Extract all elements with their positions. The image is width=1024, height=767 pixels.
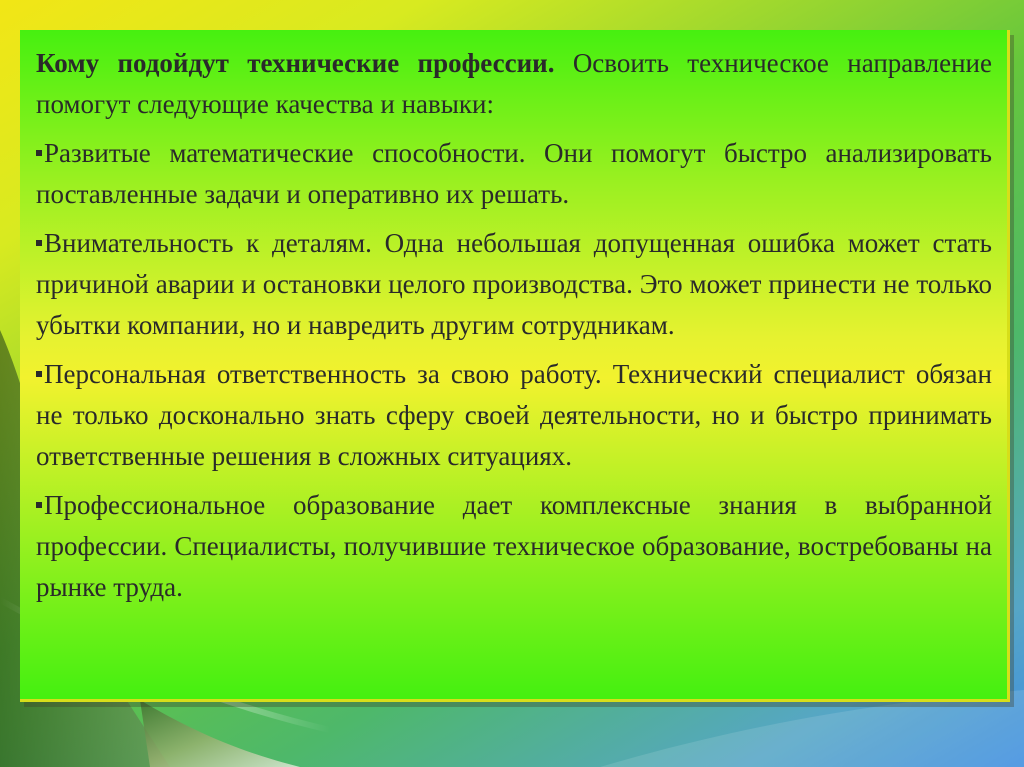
- bullet-text: Персональная ответственность за свою работу. Технический специалист обязан не только досконально знать сферу своей деятельности, но и быстро принимать ответственные решения в сложных ситуациях.: [36, 359, 992, 471]
- bullet-item: [36, 133, 992, 215]
- intro-text: Освоить техническое направление помогут следующие качества и навыки:: [36, 48, 992, 119]
- bullet-text: Развитые математические способности. Они помогут быстро анализировать поставленные задачи и оперативно их решать.: [36, 138, 992, 209]
- bullet-item: [36, 354, 992, 477]
- bullet-text: Профессиональное образование дает комплексные знания в выбранной профессии. Специалисты, получившие техническое образование, востребованы на рынке труда.: [36, 490, 992, 602]
- bullet-item: [36, 223, 992, 346]
- bullet-square-icon: [36, 240, 42, 246]
- bullet-item: [36, 485, 992, 608]
- content-panel: [20, 30, 1010, 702]
- intro-heading: Кому подойдут технические профессии.: [36, 48, 555, 78]
- intro-paragraph: [36, 43, 992, 125]
- bullet-square-icon: [36, 371, 42, 377]
- bullet-square-icon: [36, 502, 42, 508]
- bullet-text: Внимательность к деталям. Одна небольшая допущенная ошибка может стать причиной аварии и остановки целого производства. Это может принести не только убытки компании, но и навредить другим сотрудникам.: [36, 228, 992, 340]
- bullet-square-icon: [36, 150, 42, 156]
